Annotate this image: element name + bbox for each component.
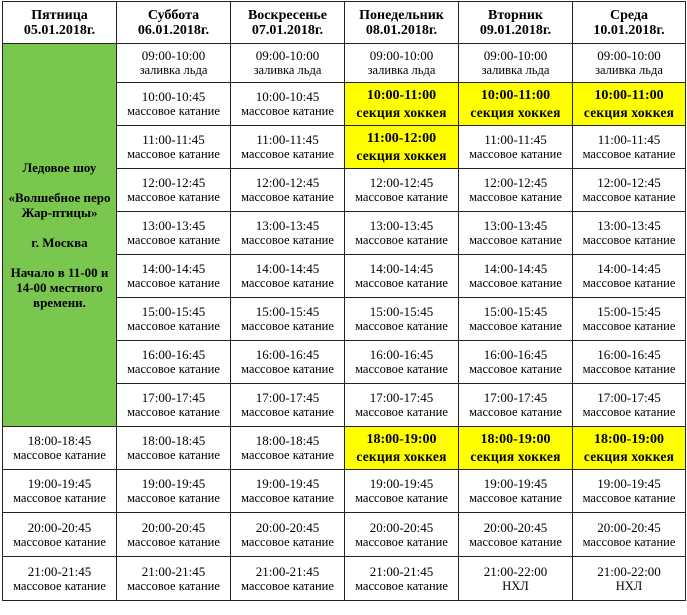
schedule-cell: 13:00-13:45 массовое катание xyxy=(231,212,345,255)
table-row xyxy=(3,557,686,601)
hockey-section-cell: 18:00-19:00 секция хоккея xyxy=(345,427,459,470)
schedule-cell: 20:00-20:45 массовое катание xyxy=(573,513,686,557)
schedule-cell: 20:00-20:45 массовое катание xyxy=(459,513,573,557)
schedule-cell: 13:00-13:45 массовое катание xyxy=(345,212,459,255)
show-title: Ледовое шоу xyxy=(22,160,97,175)
schedule-cell: 21:00-21:45 массовое катание xyxy=(345,557,459,601)
schedule-cell: 13:00-13:45 массовое катание xyxy=(459,212,573,255)
schedule-cell: 13:00-13:45 массовое катание xyxy=(573,212,686,255)
schedule-cell: 19:00-19:45 массовое катание xyxy=(3,470,117,513)
schedule-cell: 15:00-15:45 массовое катание xyxy=(459,298,573,341)
schedule-cell: 14:00-14:45 массовое катание xyxy=(459,255,573,298)
show-city: г. Москва xyxy=(31,235,88,250)
table-row xyxy=(3,44,686,83)
schedule-cell: 15:00-15:45 массовое катание xyxy=(345,298,459,341)
hockey-section-cell: 18:00-19:00 секция хоккея xyxy=(573,427,686,470)
schedule-table xyxy=(2,1,686,601)
schedule-cell: 16:00-16:45 массовое катание xyxy=(117,341,231,384)
ice-show-cell xyxy=(3,44,117,427)
schedule-cell: 10:00-10:45 массовое катание xyxy=(117,83,231,126)
hockey-section-cell: 11:00-12:00 секция хоккея xyxy=(345,126,459,169)
schedule-cell: 15:00-15:45 массовое катание xyxy=(117,298,231,341)
schedule-cell: 18:00-18:45 массовое катание xyxy=(3,427,117,470)
schedule-cell: 17:00-17:45 массовое катание xyxy=(231,384,345,427)
schedule-cell: 14:00-14:45 массовое катание xyxy=(117,255,231,298)
day-header: Вторник 09.01.2018г. xyxy=(459,2,573,44)
table-row xyxy=(3,513,686,557)
schedule-cell: 19:00-19:45 массовое катание xyxy=(345,470,459,513)
schedule-cell: 21:00-21:45 массовое катание xyxy=(3,557,117,601)
schedule-cell: 09:00-10:00 заливка льда xyxy=(345,44,459,83)
schedule-cell: 11:00-11:45 массовое катание xyxy=(459,126,573,169)
schedule-cell: 11:00-11:45 массовое катание xyxy=(573,126,686,169)
hockey-section-cell: 10:00-11:00 секция хоккея xyxy=(573,83,686,126)
hockey-section-cell: 18:00-19:00 секция хоккея xyxy=(459,427,573,470)
show-start-times: Начало в 11-00 и 14-00 местного времени. xyxy=(10,265,109,310)
schedule-cell: 17:00-17:45 массовое катание xyxy=(459,384,573,427)
schedule-cell: 09:00-10:00 заливка льда xyxy=(117,44,231,83)
schedule-cell: 09:00-10:00 заливка льда xyxy=(231,44,345,83)
schedule-cell: 16:00-16:45 массовое катание xyxy=(345,341,459,384)
schedule-cell: 12:00-12:45 массовое катание xyxy=(573,169,686,212)
schedule-cell: 12:00-12:45 массовое катание xyxy=(231,169,345,212)
table-row xyxy=(3,470,686,513)
schedule-cell: 21:00-21:45 массовое катание xyxy=(117,557,231,601)
nhl-cell: 21:00-22:00 НХЛ xyxy=(459,557,573,601)
schedule-cell: 11:00-11:45 массовое катание xyxy=(117,126,231,169)
schedule-cell: 19:00-19:45 массовое катание xyxy=(573,470,686,513)
schedule-cell: 16:00-16:45 массовое катание xyxy=(231,341,345,384)
schedule-cell: 19:00-19:45 массовое катание xyxy=(459,470,573,513)
day-header: Понедельник 08.01.2018г. xyxy=(345,2,459,44)
schedule-cell: 17:00-17:45 массовое катание xyxy=(573,384,686,427)
schedule-cell: 21:00-21:45 массовое катание xyxy=(231,557,345,601)
header-row xyxy=(3,2,686,44)
schedule-cell: 14:00-14:45 массовое катание xyxy=(573,255,686,298)
show-name: «Волшебное перо Жар-птицы» xyxy=(8,190,111,220)
schedule-cell: 19:00-19:45 массовое катание xyxy=(231,470,345,513)
day-header: Пятница 05.01.2018г. xyxy=(3,2,117,44)
schedule-cell: 15:00-15:45 массовое катание xyxy=(573,298,686,341)
hockey-section-cell: 10:00-11:00 секция хоккея xyxy=(459,83,573,126)
schedule-cell: 17:00-17:45 массовое катание xyxy=(345,384,459,427)
schedule-cell: 16:00-16:45 массовое катание xyxy=(573,341,686,384)
schedule-cell: 12:00-12:45 массовое катание xyxy=(345,169,459,212)
day-header: Среда 10.01.2018г. xyxy=(573,2,686,44)
schedule-cell: 13:00-13:45 массовое катание xyxy=(117,212,231,255)
schedule-cell: 14:00-14:45 массовое катание xyxy=(345,255,459,298)
schedule-cell: 20:00-20:45 массовое катание xyxy=(231,513,345,557)
hockey-section-cell: 10:00-11:00 секция хоккея xyxy=(345,83,459,126)
schedule-cell: 20:00-20:45 массовое катание xyxy=(345,513,459,557)
schedule-cell: 12:00-12:45 массовое катание xyxy=(459,169,573,212)
schedule-cell: 18:00-18:45 массовое катание xyxy=(231,427,345,470)
nhl-cell: 21:00-22:00 НХЛ xyxy=(573,557,686,601)
schedule-cell: 19:00-19:45 массовое катание xyxy=(117,470,231,513)
schedule-cell: 20:00-20:45 массовое катание xyxy=(117,513,231,557)
table-row xyxy=(3,427,686,470)
schedule-cell: 10:00-10:45 массовое катание xyxy=(231,83,345,126)
schedule-cell: 15:00-15:45 массовое катание xyxy=(231,298,345,341)
day-header: Суббота 06.01.2018г. xyxy=(117,2,231,44)
schedule-cell: 12:00-12:45 массовое катание xyxy=(117,169,231,212)
schedule-cell: 20:00-20:45 массовое катание xyxy=(3,513,117,557)
schedule-cell: 09:00-10:00 заливка льда xyxy=(459,44,573,83)
schedule-cell: 11:00-11:45 массовое катание xyxy=(231,126,345,169)
day-header: Воскресенье 07.01.2018г. xyxy=(231,2,345,44)
schedule-cell: 16:00-16:45 массовое катание xyxy=(459,341,573,384)
schedule-cell: 17:00-17:45 массовое катание xyxy=(117,384,231,427)
schedule-cell: 14:00-14:45 массовое катание xyxy=(231,255,345,298)
schedule-cell: 09:00-10:00 заливка льда xyxy=(573,44,686,83)
schedule-cell: 18:00-18:45 массовое катание xyxy=(117,427,231,470)
